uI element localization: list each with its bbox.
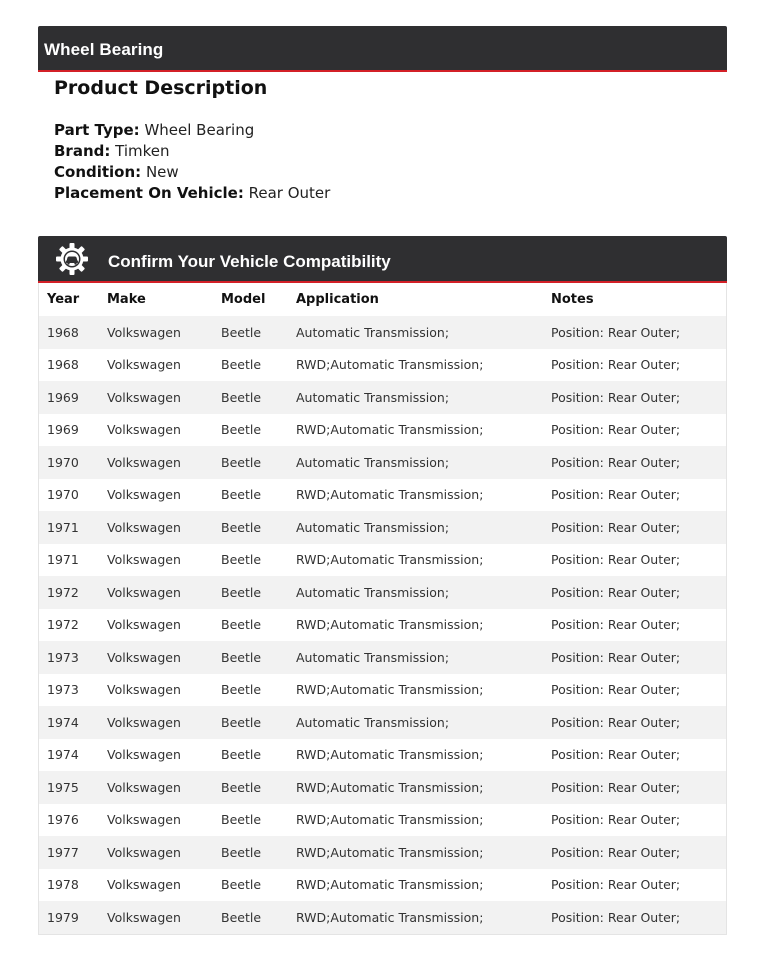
cell-model: Beetle <box>221 909 262 925</box>
table-row <box>39 576 726 609</box>
product-title-bar <box>38 26 727 72</box>
spec-brand <box>54 141 330 162</box>
cell-year: 1973 <box>47 649 79 665</box>
cell-application: RWD;Automatic Transmission; <box>296 487 484 503</box>
compatibility-table <box>39 283 726 934</box>
cell-make: Volkswagen <box>107 714 181 730</box>
table-row <box>39 609 726 642</box>
cell-application: RWD;Automatic Transmission; <box>296 682 484 698</box>
cell-application: RWD;Automatic Transmission; <box>296 747 484 763</box>
cell-application: Automatic Transmission; <box>296 584 450 600</box>
table-row <box>39 869 726 902</box>
cell-make: Volkswagen <box>107 519 181 535</box>
cell-application: RWD;Automatic Transmission; <box>296 779 484 795</box>
spec-label: Brand: <box>54 142 111 160</box>
table-row <box>39 641 726 674</box>
table-row <box>39 414 726 447</box>
cell-notes: Position: Rear Outer; <box>551 714 681 730</box>
cell-year: 1970 <box>47 487 79 503</box>
cell-year: 1974 <box>47 747 79 763</box>
cell-model: Beetle <box>221 422 262 438</box>
cell-model: Beetle <box>221 812 262 828</box>
cell-application: RWD;Automatic Transmission; <box>296 552 484 568</box>
cell-model: Beetle <box>221 324 262 340</box>
cell-make: Volkswagen <box>107 324 181 340</box>
cell-notes: Position: Rear Outer; <box>551 617 681 633</box>
cell-year: 1971 <box>47 519 79 535</box>
cell-year: 1969 <box>47 389 79 405</box>
table-row <box>39 479 726 512</box>
cell-model: Beetle <box>221 682 262 698</box>
table-header-row <box>39 283 726 316</box>
cell-notes: Position: Rear Outer; <box>551 324 681 340</box>
cell-notes: Position: Rear Outer; <box>551 422 681 438</box>
cell-make: Volkswagen <box>107 454 181 470</box>
compatibility-table-container <box>38 283 727 935</box>
cell-year: 1977 <box>47 844 79 860</box>
compatibility-table-body <box>39 316 726 934</box>
cell-make: Volkswagen <box>107 584 181 600</box>
column-header-make: Make <box>107 292 146 307</box>
cell-notes: Position: Rear Outer; <box>551 389 681 405</box>
cell-notes: Position: Rear Outer; <box>551 357 681 373</box>
cell-notes: Position: Rear Outer; <box>551 552 681 568</box>
cell-make: Volkswagen <box>107 389 181 405</box>
spec-value: Timken <box>115 142 170 160</box>
cell-model: Beetle <box>221 779 262 795</box>
cell-make: Volkswagen <box>107 357 181 373</box>
compatibility-header-bar <box>38 236 727 283</box>
cell-year: 1968 <box>47 324 79 340</box>
cell-application: RWD;Automatic Transmission; <box>296 812 484 828</box>
cell-model: Beetle <box>221 389 262 405</box>
compatibility-title: Confirm Your Vehicle Compatibility <box>108 252 391 271</box>
cell-application: Automatic Transmission; <box>296 519 450 535</box>
cell-model: Beetle <box>221 844 262 860</box>
cell-year: 1976 <box>47 812 79 828</box>
cell-notes: Position: Rear Outer; <box>551 584 681 600</box>
spec-label: Condition: <box>54 163 142 181</box>
cell-make: Volkswagen <box>107 649 181 665</box>
cell-year: 1974 <box>47 714 79 730</box>
cell-year: 1975 <box>47 779 79 795</box>
spec-condition <box>54 162 330 183</box>
cell-make: Volkswagen <box>107 617 181 633</box>
table-row <box>39 706 726 739</box>
cell-application: Automatic Transmission; <box>296 454 450 470</box>
column-header-year: Year <box>47 292 80 307</box>
cell-application: RWD;Automatic Transmission; <box>296 617 484 633</box>
cell-application: RWD;Automatic Transmission; <box>296 844 484 860</box>
cell-year: 1973 <box>47 682 79 698</box>
spec-value: Wheel Bearing <box>144 121 255 139</box>
cell-make: Volkswagen <box>107 779 181 795</box>
cell-notes: Position: Rear Outer; <box>551 454 681 470</box>
cell-make: Volkswagen <box>107 682 181 698</box>
spec-value: New <box>145 163 179 181</box>
cell-notes: Position: Rear Outer; <box>551 519 681 535</box>
cell-application: RWD;Automatic Transmission; <box>296 357 484 373</box>
product-spec-list <box>54 120 330 204</box>
cell-model: Beetle <box>221 552 262 568</box>
table-row <box>39 739 726 772</box>
cell-make: Volkswagen <box>107 552 181 568</box>
cell-notes: Position: Rear Outer; <box>551 779 681 795</box>
spec-part-type <box>54 120 330 141</box>
cell-application: Automatic Transmission; <box>296 389 450 405</box>
spec-label: Placement On Vehicle: <box>54 184 244 202</box>
table-row <box>39 771 726 804</box>
table-row <box>39 544 726 577</box>
cell-application: RWD;Automatic Transmission; <box>296 909 484 925</box>
table-row <box>39 674 726 707</box>
cell-notes: Position: Rear Outer; <box>551 682 681 698</box>
cell-model: Beetle <box>221 649 262 665</box>
gear-car-icon <box>55 242 89 276</box>
cell-year: 1970 <box>47 454 79 470</box>
cell-notes: Position: Rear Outer; <box>551 877 681 893</box>
cell-model: Beetle <box>221 617 262 633</box>
table-row <box>39 446 726 479</box>
cell-application: RWD;Automatic Transmission; <box>296 877 484 893</box>
cell-make: Volkswagen <box>107 487 181 503</box>
cell-model: Beetle <box>221 454 262 470</box>
cell-year: 1971 <box>47 552 79 568</box>
cell-year: 1979 <box>47 909 79 925</box>
cell-model: Beetle <box>221 487 262 503</box>
cell-make: Volkswagen <box>107 422 181 438</box>
table-row <box>39 511 726 544</box>
table-row <box>39 381 726 414</box>
cell-model: Beetle <box>221 714 262 730</box>
spec-label: Part Type: <box>54 121 140 139</box>
cell-notes: Position: Rear Outer; <box>551 844 681 860</box>
cell-notes: Position: Rear Outer; <box>551 649 681 665</box>
cell-year: 1969 <box>47 422 79 438</box>
table-row <box>39 349 726 382</box>
cell-model: Beetle <box>221 747 262 763</box>
cell-application: RWD;Automatic Transmission; <box>296 422 484 438</box>
column-header-notes: Notes <box>551 292 594 307</box>
cell-notes: Position: Rear Outer; <box>551 747 681 763</box>
cell-notes: Position: Rear Outer; <box>551 909 681 925</box>
column-header-model: Model <box>221 292 266 307</box>
cell-model: Beetle <box>221 584 262 600</box>
table-row <box>39 804 726 837</box>
cell-year: 1978 <box>47 877 79 893</box>
cell-model: Beetle <box>221 357 262 373</box>
table-row <box>39 901 726 934</box>
product-title: Wheel Bearing <box>44 40 164 59</box>
cell-notes: Position: Rear Outer; <box>551 487 681 503</box>
cell-make: Volkswagen <box>107 844 181 860</box>
cell-make: Volkswagen <box>107 812 181 828</box>
cell-year: 1972 <box>47 584 79 600</box>
table-row <box>39 316 726 349</box>
cell-year: 1968 <box>47 357 79 373</box>
cell-notes: Position: Rear Outer; <box>551 812 681 828</box>
cell-make: Volkswagen <box>107 909 181 925</box>
spec-placement <box>54 183 330 204</box>
product-description-heading: Product Description <box>54 77 268 99</box>
cell-make: Volkswagen <box>107 877 181 893</box>
table-row <box>39 836 726 869</box>
cell-application: Automatic Transmission; <box>296 649 450 665</box>
cell-application: Automatic Transmission; <box>296 324 450 340</box>
cell-application: Automatic Transmission; <box>296 714 450 730</box>
spec-value: Rear Outer <box>248 184 331 202</box>
cell-model: Beetle <box>221 877 262 893</box>
cell-model: Beetle <box>221 519 262 535</box>
cell-make: Volkswagen <box>107 747 181 763</box>
column-header-application: Application <box>296 292 379 307</box>
cell-year: 1972 <box>47 617 79 633</box>
